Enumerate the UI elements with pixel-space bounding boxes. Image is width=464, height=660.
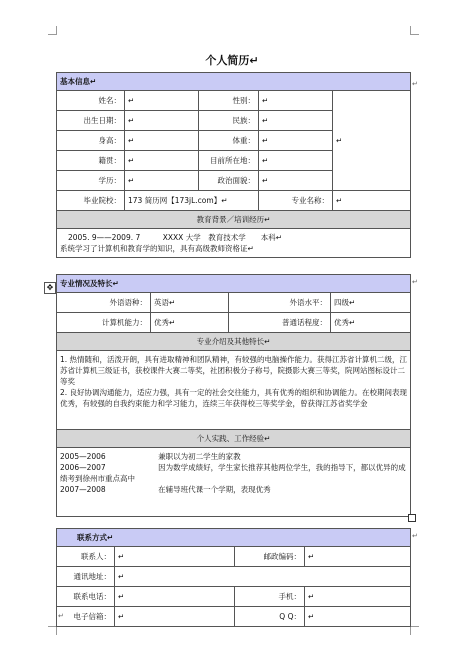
qq-field[interactable]: ↵ xyxy=(305,607,411,627)
table-row xyxy=(57,229,411,258)
paragraph-mark: ↵ xyxy=(412,532,418,540)
ethnicity-label: 民族： xyxy=(199,111,259,131)
current-location-field[interactable]: ↵ xyxy=(259,151,333,171)
table-row xyxy=(57,587,411,607)
education-background-header[interactable]: 教育背景／培训经历↵ xyxy=(57,211,411,229)
email-field[interactable]: ↵ xyxy=(115,607,235,627)
email-label: 电子信箱： xyxy=(57,607,115,627)
contact-header[interactable]: 联系方式↵ xyxy=(57,529,411,547)
height-label: 身高： xyxy=(57,131,125,151)
weight-label: 体重： xyxy=(199,131,259,151)
table-row xyxy=(57,191,411,211)
table-row xyxy=(57,448,411,517)
gender-field[interactable]: ↵ xyxy=(259,91,333,111)
foreign-language-field[interactable]: 英语↵ xyxy=(151,293,229,313)
language-level-field[interactable]: 四级↵ xyxy=(331,293,411,313)
name-field[interactable]: ↵ xyxy=(125,91,199,111)
address-field[interactable]: ↵ xyxy=(115,567,411,587)
height-field[interactable]: ↵ xyxy=(125,131,199,151)
major-field[interactable]: ↵ xyxy=(333,191,411,211)
gender-label: 性别： xyxy=(199,91,259,111)
address-label: 通讯地址： xyxy=(57,567,115,587)
contact-header-row xyxy=(57,529,411,547)
page-title[interactable]: 个人简历↵ xyxy=(205,54,259,67)
basic-info-header-row xyxy=(57,73,411,91)
school-field[interactable]: 173 简历网【173jL.com】↵ xyxy=(125,191,259,211)
table-row xyxy=(57,547,411,567)
phone-label: 联系电话： xyxy=(57,587,115,607)
table-row xyxy=(57,293,411,313)
corner-mark-bottom-right xyxy=(410,626,419,635)
contact-person-field[interactable]: ↵ xyxy=(115,547,235,567)
basic-info-header[interactable]: 基本信息↵ xyxy=(57,73,411,91)
mobile-label: 手机： xyxy=(235,587,305,607)
foreign-language-label: 外语语种： xyxy=(57,293,151,313)
political-status-label: 政治面貌： xyxy=(199,171,259,191)
practice-experience-header[interactable]: 个人实践、工作经验↵ xyxy=(57,430,411,448)
zip-code-field[interactable]: ↵ xyxy=(305,547,411,567)
table-row xyxy=(57,567,411,587)
paragraph-mark: ↵ xyxy=(58,612,64,620)
education-label: 学历： xyxy=(57,171,125,191)
specialty-intro-header[interactable]: 专业介绍及其他特长↵ xyxy=(57,333,411,351)
basic-info-table xyxy=(56,72,411,258)
photo-cell[interactable]: ↵ xyxy=(333,91,411,191)
corner-mark-top-right xyxy=(410,26,419,35)
phone-field[interactable]: ↵ xyxy=(115,587,235,607)
name-label: 姓名： xyxy=(57,91,125,111)
school-label: 毕业院校： xyxy=(57,191,125,211)
birth-label: 出生日期： xyxy=(57,111,125,131)
political-status-field[interactable]: ↵ xyxy=(259,171,333,191)
native-place-label: 籍贯： xyxy=(57,151,125,171)
contact-table xyxy=(56,528,411,627)
education-line: 2005. 9——2009. 7 XXXX 大学 教育技术学 本科↵ xyxy=(68,233,282,242)
mandarin-level-label: 普通话程度： xyxy=(229,313,331,333)
ethnicity-field[interactable]: ↵ xyxy=(259,111,333,131)
current-location-label: 目前所在地： xyxy=(199,151,259,171)
birth-field[interactable]: ↵ xyxy=(125,111,199,131)
mobile-field[interactable]: ↵ xyxy=(305,587,411,607)
mandarin-level-field[interactable]: 优秀↵ xyxy=(331,313,411,333)
specialty-intro-content[interactable]: 1. 热情随和，活泼开朗，具有进取精神和团队精神，有较强的电脑操作能力。获得江苏省计算机二级，江苏省计算机三级证书，获校课件大赛二等奖，社团积极分子称号，院摄影大赛三等奖，院网站图标设计二等奖 2. 良好协调沟通能力，适应力强，具有一定的社会交往能力，具有优秀的组织和协调能力。在校期间表现优秀，有较强的自我约束能力和学习能力，连续三年获得校三等奖学金，曾获得江苏省奖学金 xyxy=(57,351,411,430)
zip-code-label: 邮政编码： xyxy=(235,547,305,567)
practice-experience-content[interactable]: 2005—2006 兼职以为初二学生的家教 2006—2007 因为数学成绩好，学生家长推荐其他两位学生，我的指导下，都以优异的成绩考到徐州市重点高中 2007—2008 在辅导班代课一个学期，表现优秀 xyxy=(57,448,411,517)
weight-field[interactable]: ↵ xyxy=(259,131,333,151)
table-row xyxy=(57,351,411,430)
education-field[interactable]: ↵ xyxy=(125,171,199,191)
skills-header-row xyxy=(57,275,411,293)
skills-table xyxy=(56,274,411,517)
corner-mark-bottom-left xyxy=(48,626,57,635)
paragraph-mark: ↵ xyxy=(412,80,418,88)
contact-person-label: 联系人： xyxy=(57,547,115,567)
education-background-content[interactable] xyxy=(57,229,411,258)
qq-label: Q Q： xyxy=(235,607,305,627)
table-row xyxy=(57,607,411,627)
table-row xyxy=(57,91,411,111)
table-row xyxy=(57,211,411,229)
corner-mark-top-left xyxy=(48,26,57,35)
language-level-label: 外语水平： xyxy=(229,293,331,313)
skills-header[interactable]: 专业情况及特长↵ xyxy=(57,275,411,293)
computer-skill-field[interactable]: 优秀↵ xyxy=(151,313,229,333)
table-row xyxy=(57,333,411,351)
table-move-handle-icon[interactable]: ✥ xyxy=(44,282,56,294)
table-resize-handle[interactable] xyxy=(408,514,416,522)
table-row xyxy=(57,313,411,333)
computer-skill-label: 计算机能力： xyxy=(57,313,151,333)
table-row xyxy=(57,430,411,448)
major-label: 专业名称： xyxy=(259,191,333,211)
native-place-field[interactable]: ↵ xyxy=(125,151,199,171)
paragraph-mark: ↵ xyxy=(412,278,418,286)
education-line: 系统学习了计算机和教育学的知识，具有高级教师资格证↵ xyxy=(60,244,254,253)
